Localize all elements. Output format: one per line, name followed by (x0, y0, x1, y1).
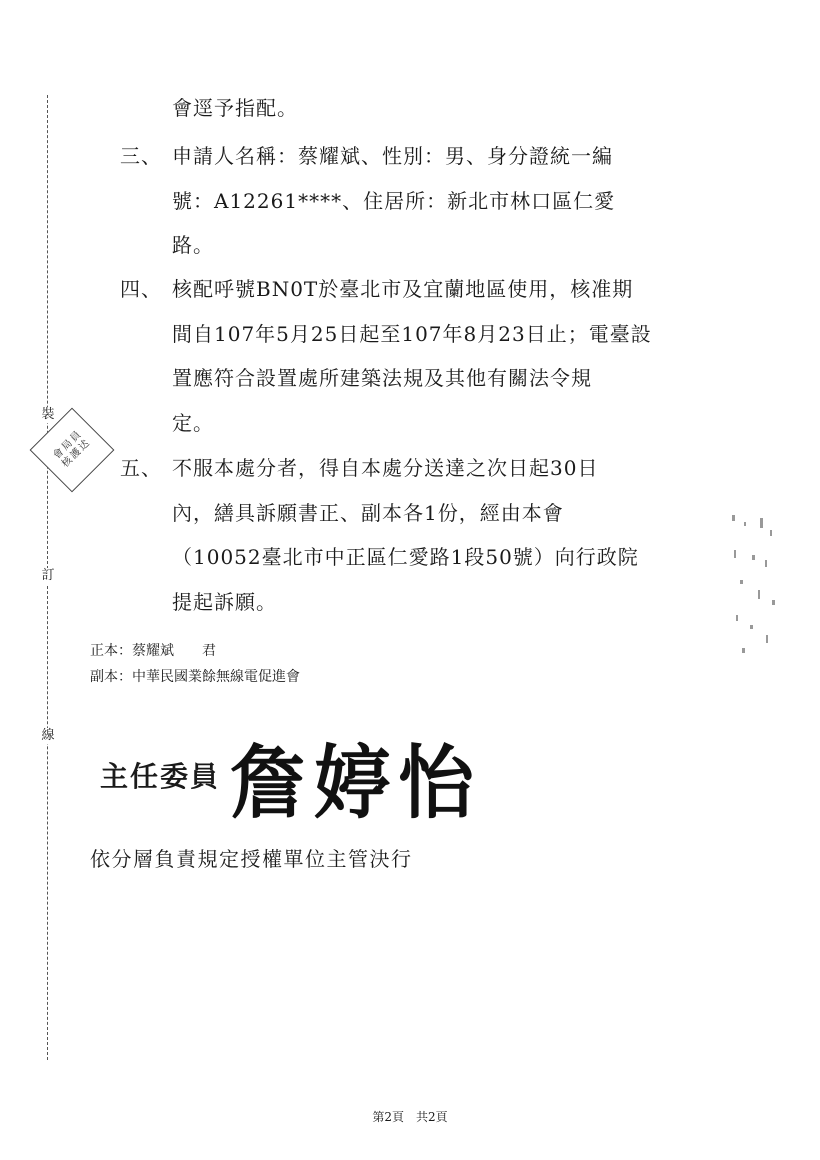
stamp-char: 核 (59, 454, 75, 470)
original-recipient: 正本：蔡耀斌 君 (90, 643, 216, 659)
section-4-line-1: 核配呼號BN0T於臺北市及宜蘭地區使用，核准期 (172, 277, 634, 301)
section-5-line-2: 內，繕具訴願書正、副本各1份，經由本會 (172, 501, 564, 525)
section-5-line-4: 提起訴願。 (172, 590, 277, 614)
page-footer: 第2頁 共2頁 (372, 1110, 448, 1124)
section-number: 五、 (120, 456, 162, 480)
stamp-char: 護 (68, 446, 84, 462)
stamp-char: 迖 (76, 437, 92, 453)
section-5-line-1: 不服本處分者，得自本處分送達之次日起30日 (172, 456, 599, 480)
continuation-line: 會逕予指配。 (172, 96, 298, 120)
section-4-line-2: 間自107年5月25日起至107年8月23日止；電臺設 (172, 322, 652, 346)
binding-mark-ding: 訂 (41, 568, 55, 583)
section-5-line-3: （10052臺北市中正區仁愛路1段50號）向行政院 (172, 545, 639, 569)
stamp-char: 局 (59, 437, 75, 453)
copy-recipient: 副本：中華民國業餘無線電促進會 (90, 669, 300, 685)
section-3-line-1: 申請人名稱：蔡耀斌、性別：男、身分證統一編 (172, 144, 613, 168)
scan-noise-marks (730, 510, 780, 660)
section-number: 四、 (120, 277, 162, 301)
section-4-line-3: 置應符合設置處所建築法規及其他有關法令規 (172, 366, 592, 390)
binding-mark-zhuang: 裝 (41, 407, 55, 422)
binding-mark-xian: 線 (41, 728, 55, 743)
section-3-line-3: 路。 (172, 233, 214, 257)
stamp-char: 員 (68, 429, 84, 445)
signer-title: 主任委員 (100, 760, 221, 793)
section-3-line-2: 號：A12261****、住居所：新北市林口區仁愛 (172, 189, 616, 213)
stamp-char: 會 (51, 446, 67, 462)
signer-signature: 詹婷怡 (230, 736, 482, 830)
section-number: 三、 (120, 144, 162, 168)
section-4-line-4: 定。 (172, 411, 214, 435)
delegation-note: 依分層負責規定授權單位主管決行 (90, 847, 413, 871)
